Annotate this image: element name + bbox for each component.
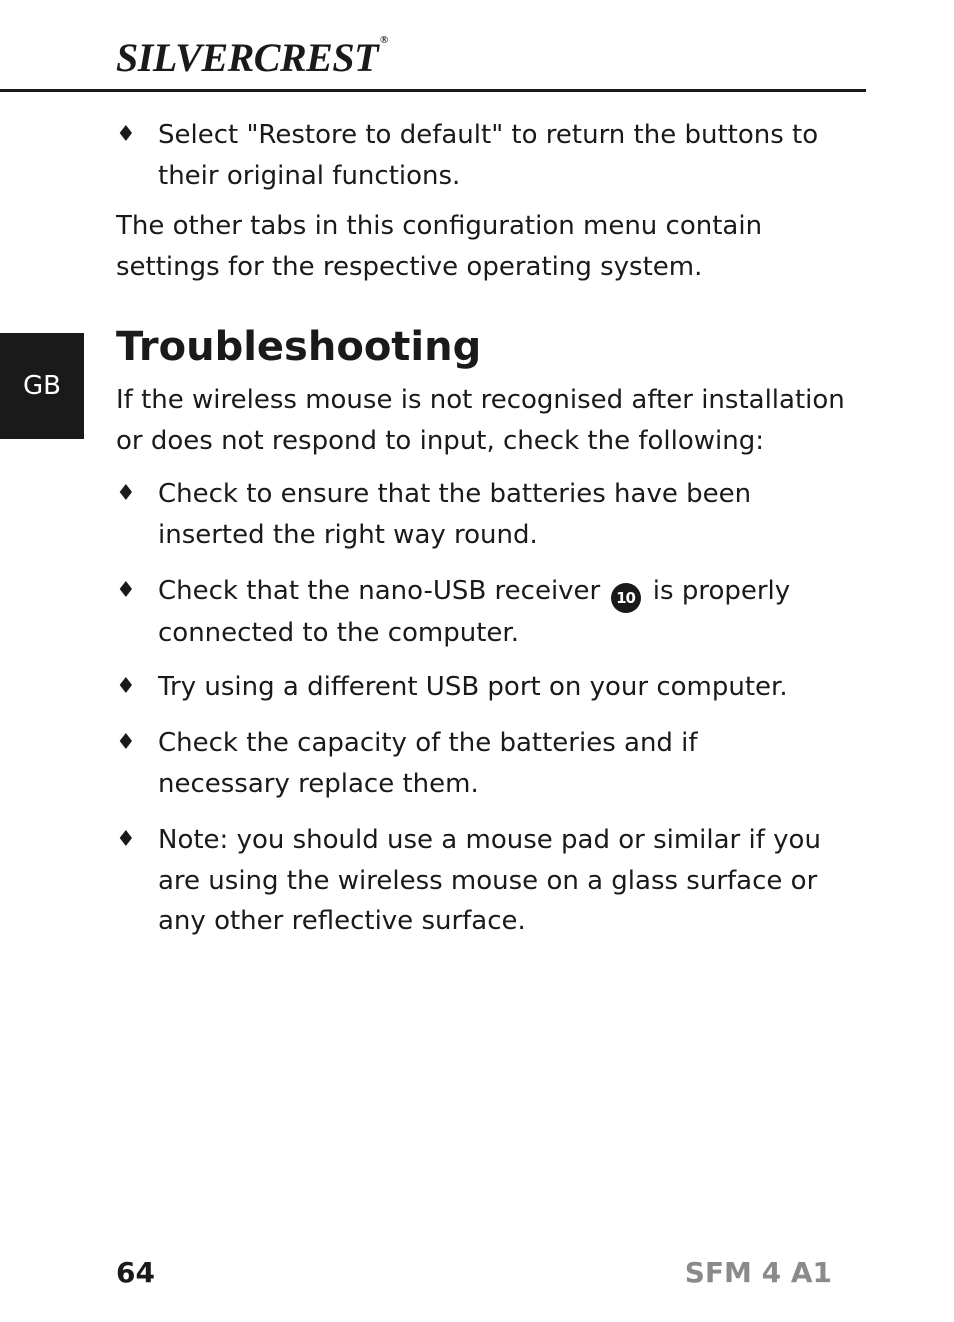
callout-number-icon: 10 [611, 583, 641, 613]
check-item-mouse-pad [116, 820, 836, 942]
registered-mark: ® [380, 34, 388, 46]
header-divider [0, 89, 866, 92]
bullet-diamond-icon: ♦ [116, 122, 136, 147]
bullet-text: Select "Restore to default" to return the buttons to their original functions. [158, 120, 819, 191]
check-item-usb-port [116, 667, 836, 708]
bullet-text-before: Check that the nano-USB receiver [158, 576, 601, 606]
check-item-batteries [116, 474, 836, 555]
troubleshooting-intro: If the wireless mouse is not recognised after installation or does not respond to input, check the following: [116, 385, 845, 456]
check-item-receiver [116, 571, 836, 654]
brand-logo [116, 34, 388, 81]
bullet-text [158, 571, 836, 654]
bullet-text: Note: you should use a mouse pad or similar if you are using the wireless mouse on a glass surface or any other reflective surface. [158, 825, 821, 936]
bullet-text: Try using a different USB port on your computer. [158, 672, 788, 702]
check-item-battery-capacity [116, 723, 836, 804]
intro-paragraph: The other tabs in this configuration menu contain settings for the respective operating system. [116, 211, 763, 282]
bullet-text: Check to ensure that the batteries have been inserted the right way round. [158, 479, 752, 550]
bullet-text-after: is properly connected to the computer. [158, 576, 791, 648]
language-tab-label: GB [23, 371, 61, 401]
bullet-diamond-icon: ♦ [116, 481, 136, 506]
section-title: Troubleshooting [116, 324, 482, 370]
bullet-diamond-icon: ♦ [116, 827, 136, 852]
bullet-diamond-icon: ♦ [116, 674, 136, 699]
model-number: SFM 4 A1 [684, 1256, 832, 1289]
page-number: 64 [116, 1256, 155, 1289]
language-tab [0, 333, 84, 439]
bullet-diamond-icon: ♦ [116, 730, 136, 755]
bullet-diamond-icon: ♦ [116, 578, 136, 603]
intro-bullet [116, 115, 836, 196]
brand-name: SILVERCREST [116, 35, 379, 80]
bullet-text: Check the capacity of the batteries and if necessary replace them. [158, 728, 698, 799]
